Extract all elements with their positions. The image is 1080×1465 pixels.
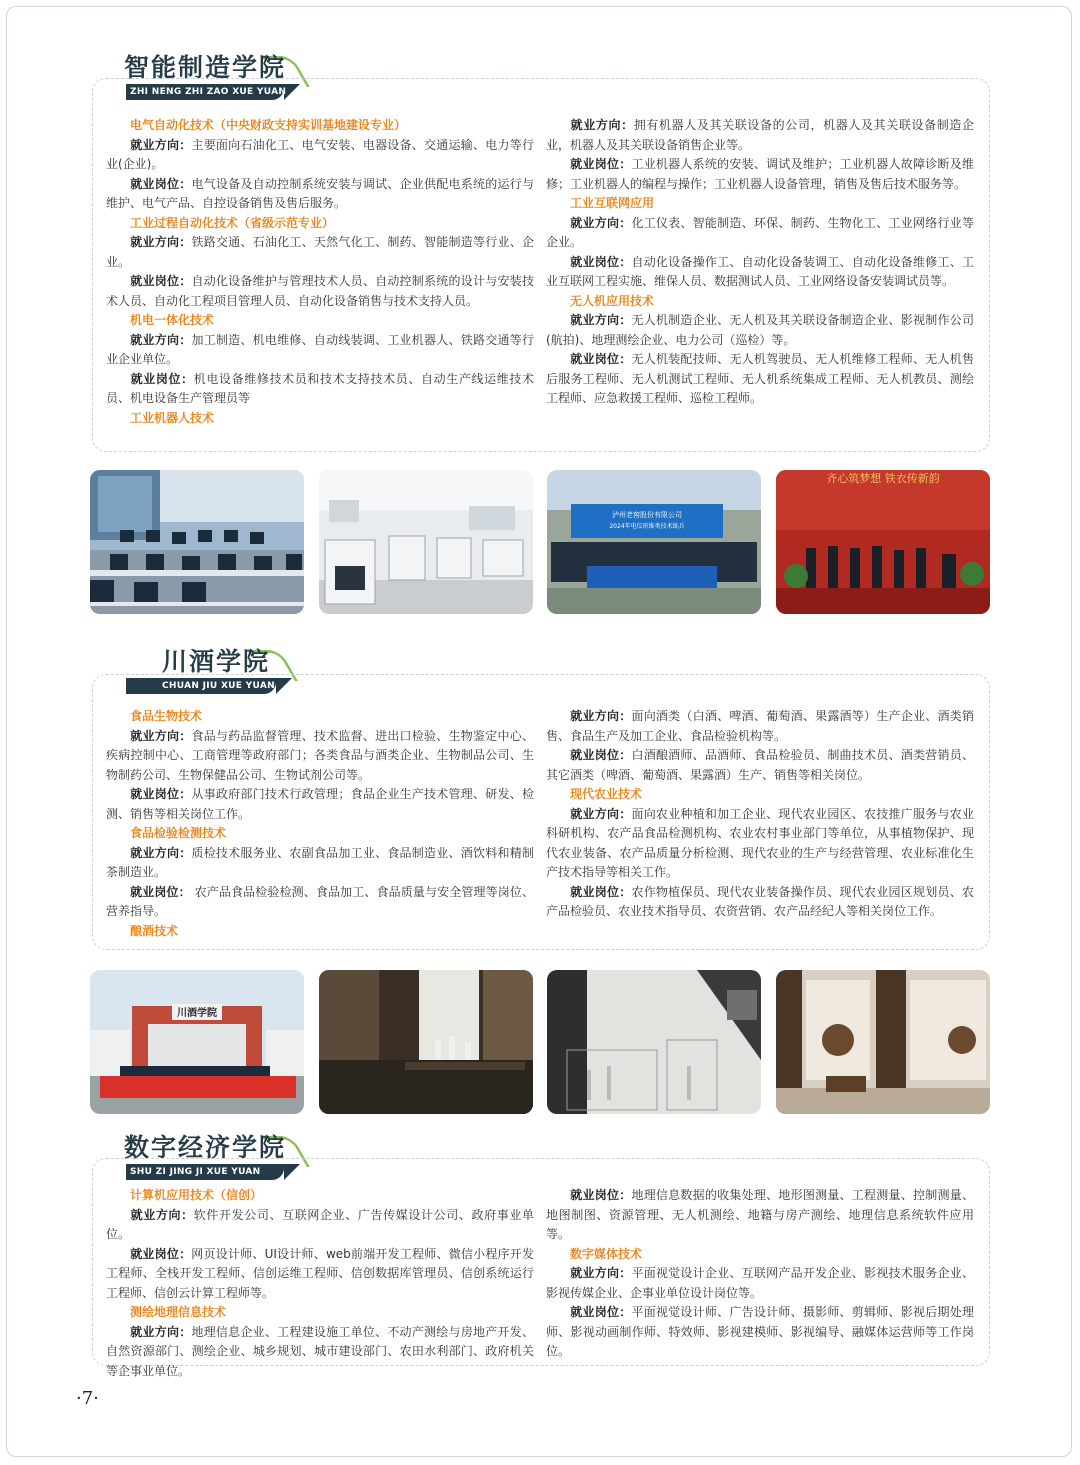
major-detail bbox=[546, 883, 974, 922]
detail-text: 无人机装配技师、无人机驾驶员、无人机维修工程师、无人机售后服务工程师、无人机测试工程师、无人机系统集成工程师、无人机教员、测绘工程师、应急救援工程师、巡检工程师。 bbox=[546, 352, 974, 405]
college-title: 智能制造学院 bbox=[124, 53, 287, 82]
detail-label: 就业方向： bbox=[570, 215, 632, 230]
major-heading bbox=[546, 292, 974, 312]
detail-text: 无人机制造企业、无人机及其关联设备制造企业、影视制作公司(航拍)、地理测绘企业、电力公司（巡检）等。 bbox=[546, 313, 974, 347]
detail-label: 就业岗位： bbox=[570, 157, 632, 171]
detail-text: 自动化设备维护与管理技术人员、自动控制系统的设计与安装技术人员、自动化工程项目管理人员、自动化设备销售与技术支持人员。 bbox=[106, 274, 534, 308]
major-detail bbox=[106, 1245, 534, 1304]
detail-text: 白酒酿酒师、品酒师、食品检验员、制曲技术员、酒类营销员、其它酒类（啤酒、葡萄酒、果露酒）生产、销售等相关岗位。 bbox=[546, 748, 974, 782]
major-heading bbox=[106, 824, 534, 844]
detail-text: 网页设计师、UI设计师、web前端开发工程师、微信小程序开发工程师、全栈开发工程师、信创运维工程师、信创数据库管理员、信创系统运行工程师、信创云计算工程师等。 bbox=[106, 1246, 534, 1300]
detail-text: 平面视觉设计师、广告设计师、摄影师、剪辑师、影视后期处理师、影视动画制作师、特效师、影视建模师、影视编导、融媒体运营师等工作岗位。 bbox=[546, 1305, 974, 1358]
major-heading bbox=[106, 707, 534, 727]
major-detail bbox=[546, 1264, 974, 1303]
photo-college-building bbox=[90, 970, 304, 1114]
major-detail bbox=[546, 155, 974, 194]
major-title: 计算机应用技术（信创） bbox=[130, 1188, 263, 1202]
detail-text: 农产品食品检验检测、食品加工、食品质量与安全管理等岗位、营养指导。 bbox=[106, 884, 534, 918]
major-title: 工业机器人技术 bbox=[130, 410, 215, 425]
major-heading bbox=[106, 409, 534, 429]
major-heading bbox=[546, 785, 974, 805]
detail-label: 就业方向： bbox=[130, 235, 192, 249]
major-detail bbox=[106, 331, 534, 370]
photo-ceremony bbox=[776, 470, 990, 614]
college-right-column bbox=[546, 1186, 974, 1362]
detail-label: 就业岗位： bbox=[570, 1188, 632, 1202]
major-heading bbox=[546, 194, 974, 214]
college-left-column bbox=[106, 116, 534, 428]
detail-text: 自动化设备操作工、自动化设备装调工、自动化设备维修工、工业互联网工程实施、维保人员、数据测试人员、工业网络设备安装调试员等。 bbox=[546, 254, 974, 288]
page-number: ·7· bbox=[76, 1388, 99, 1409]
major-detail bbox=[106, 727, 534, 786]
major-title: 无人机应用技术 bbox=[570, 293, 655, 308]
detail-text: 工业机器人系统的安装、调试及维护；工业机器人故障诊断及维修；工业机器人的编程与操作；工业机器人设备管理，销售及售后技术服务等。 bbox=[546, 157, 974, 191]
photo-training-equipment bbox=[319, 470, 533, 614]
detail-text: 质检技术服务业、农副食品加工业、食品制造业、酒饮料和精制茶制造业。 bbox=[106, 845, 534, 879]
major-detail bbox=[106, 844, 534, 883]
major-heading bbox=[106, 1186, 534, 1206]
detail-label: 就业岗位： bbox=[130, 1246, 192, 1261]
detail-label: 就业岗位： bbox=[130, 371, 194, 386]
photo-group-event bbox=[547, 470, 761, 614]
detail-text: 地理信息企业、工程建设施工单位、不动产测绘与房地产开发、自然资源部门、测绘企业、城乡规划、城市建设部门、农田水利部门、政府机关等企事业单位。 bbox=[106, 1324, 534, 1378]
major-detail bbox=[546, 253, 974, 292]
detail-label: 就业岗位： bbox=[130, 274, 192, 288]
college-right-column bbox=[546, 707, 974, 922]
major-detail bbox=[106, 1206, 534, 1245]
major-title: 数字媒体技术 bbox=[570, 1246, 643, 1261]
detail-label: 就业方向： bbox=[130, 728, 192, 743]
detail-text: 平面视觉设计企业、互联网产品开发企业、影视技术服务企业、影视传媒企业、企事业单位设计岗位等。 bbox=[546, 1266, 974, 1300]
detail-text: 从事政府部门技术行政管理；食品企业生产技术管理、研发、检测、销售等相关岗位工作。 bbox=[106, 787, 534, 821]
college-pinyin: SHU ZI JING JI XUE YUAN bbox=[130, 1167, 261, 1177]
major-title: 电气自动化技术（中央财政支持实训基地建设专业） bbox=[130, 118, 407, 132]
detail-label: 就业方向： bbox=[130, 1324, 192, 1339]
major-detail bbox=[546, 1186, 974, 1245]
detail-text: 面向酒类（白酒、啤酒、葡萄酒、果露酒等）生产企业、酒类销售、食品生产及加工企业、食品检验机构等。 bbox=[546, 709, 974, 743]
college-right-column bbox=[546, 116, 974, 409]
photo-exhibit-hall bbox=[547, 970, 761, 1114]
detail-label: 就业方向： bbox=[570, 709, 632, 723]
detail-text: 机电设备维修技术员和技术支持技术员、自动生产线运维技术员、机电设备生产管理员等 bbox=[106, 371, 534, 405]
detail-text: 地理信息数据的收集处理、地形图测量、工程测量、控制测量、地图制图、资源管理、无人机测绘、地籍与房产测绘、地理信息系统软件应用等。 bbox=[546, 1188, 974, 1241]
college-left-column bbox=[106, 707, 534, 941]
major-title: 酿酒技术 bbox=[130, 923, 179, 938]
major-detail bbox=[546, 214, 974, 253]
banner-text-company: 泸州老窖股份有限公司 bbox=[612, 511, 682, 519]
detail-text: 食品与药品监督管理、技术监督、进出口检验、生物鉴定中心、疾病控制中心、工商管理等政府部门；各类食品与酒类企业、生物制品公司、生物制药公司、生物保健品公司、生物试剂公司等。 bbox=[106, 728, 534, 782]
major-heading bbox=[106, 311, 534, 331]
detail-label: 就业岗位： bbox=[570, 254, 632, 269]
detail-text: 拥有机器人及其关联设备的公司，机器人及其关联设备制造企业，机器人及其关联设备销售企业等。 bbox=[546, 118, 974, 152]
major-detail bbox=[546, 116, 974, 155]
major-title: 测绘地理信息技术 bbox=[130, 1305, 227, 1319]
detail-label: 就业岗位： bbox=[130, 787, 192, 801]
detail-label: 就业方向： bbox=[130, 332, 192, 347]
detail-text: 铁路交通、石油化工、天然气化工、制药、智能制造等行业、企业。 bbox=[106, 235, 534, 269]
banner-text-ceremony: 齐心筑梦想 铁衣传新韵 bbox=[826, 472, 940, 485]
major-heading bbox=[106, 214, 534, 234]
major-heading bbox=[106, 922, 534, 942]
college-pinyin: CHUAN JIU XUE YUAN bbox=[162, 681, 275, 691]
major-title: 机电一体化技术 bbox=[130, 313, 215, 327]
detail-text: 化工仪表、智能制造、环保、制药、生物化工、工业网络行业等企业。 bbox=[546, 215, 974, 249]
photo-computer-lab bbox=[90, 470, 304, 614]
detail-label: 就业岗位： bbox=[130, 884, 191, 899]
detail-label: 就业方向： bbox=[130, 845, 192, 860]
detail-label: 就业方向： bbox=[570, 313, 632, 327]
detail-label: 就业方向： bbox=[130, 137, 192, 152]
detail-text: 农作物植保员、现代农业装备操作员、现代农业园区规划员、农产品检验员、农业技术指导员、农资营销、农产品经纪人等相关岗位工作。 bbox=[546, 884, 974, 918]
photo-row-chuanjiu bbox=[90, 970, 990, 1116]
detail-text: 面向农业种植和加工企业、现代农业园区、农技推广服务与农业科研机构、农产品食品检测机构、农业农村事业部门等单位，从事植物保护、现代农业装备、农产品质量分析检测、现代农业的生产与经营管理、农业标准化生产技术指导等相关工作。 bbox=[546, 806, 974, 879]
photo-culture-room bbox=[776, 970, 990, 1114]
detail-text: 软件开发公司、互联网企业、广告传媒设计公司、政府事业单位。 bbox=[106, 1207, 534, 1241]
major-detail bbox=[546, 350, 974, 409]
college-left-column bbox=[106, 1186, 534, 1381]
detail-label: 就业岗位： bbox=[130, 176, 192, 191]
banner-text-event: 2024年电仪班维类技术练兵 bbox=[609, 523, 685, 530]
major-title: 现代农业技术 bbox=[570, 787, 643, 801]
major-heading bbox=[546, 1245, 974, 1265]
detail-text: 电气设备及自动控制系统安装与调试、企业供配电系统的运行与维护、电气产品、自控设备销售及售后服务。 bbox=[106, 176, 534, 210]
college-title: 川酒学院 bbox=[162, 647, 271, 676]
major-detail bbox=[546, 805, 974, 883]
major-title: 工业过程自动化技术（省级示范专业） bbox=[130, 215, 335, 230]
detail-label: 就业方向： bbox=[570, 1266, 632, 1280]
detail-label: 就业岗位： bbox=[570, 1305, 632, 1319]
major-detail bbox=[106, 370, 534, 409]
major-title: 食品检验检测技术 bbox=[130, 826, 227, 840]
major-detail bbox=[546, 1303, 974, 1362]
detail-text: 加工制造、机电维修、自动线装调、工业机器人、铁路交通等行业企业单位。 bbox=[106, 332, 534, 366]
detail-label: 就业方向： bbox=[570, 118, 634, 132]
major-detail bbox=[106, 1323, 534, 1382]
major-detail bbox=[546, 707, 974, 746]
detail-label: 就业岗位： bbox=[570, 352, 632, 366]
building-sign-text: 川酒学院 bbox=[177, 1008, 217, 1019]
detail-label: 就业方向： bbox=[130, 1207, 194, 1222]
major-detail bbox=[106, 785, 534, 824]
major-heading bbox=[106, 116, 534, 136]
major-detail bbox=[546, 311, 974, 350]
detail-label: 就业岗位： bbox=[570, 748, 632, 762]
major-title: 工业互联网应用 bbox=[570, 196, 655, 210]
detail-text: 主要面向石油化工、电气安装、电器设备、交通运输、电力等行业(企业)。 bbox=[106, 137, 534, 171]
major-title: 食品生物技术 bbox=[130, 709, 203, 723]
college-title: 数字经济学院 bbox=[124, 1133, 287, 1162]
major-heading bbox=[106, 1303, 534, 1323]
major-detail bbox=[106, 883, 534, 922]
detail-label: 就业方向： bbox=[570, 806, 632, 821]
college-pinyin: ZHI NENG ZHI ZAO XUE YUAN bbox=[130, 87, 287, 97]
photo-row-intelligent-manufacturing bbox=[90, 470, 990, 616]
detail-label: 就业岗位： bbox=[570, 884, 632, 899]
major-detail bbox=[106, 136, 534, 175]
major-detail bbox=[106, 233, 534, 272]
major-detail bbox=[106, 175, 534, 214]
major-detail bbox=[106, 272, 534, 311]
photo-wine-lab bbox=[319, 970, 533, 1114]
major-detail bbox=[546, 746, 974, 785]
